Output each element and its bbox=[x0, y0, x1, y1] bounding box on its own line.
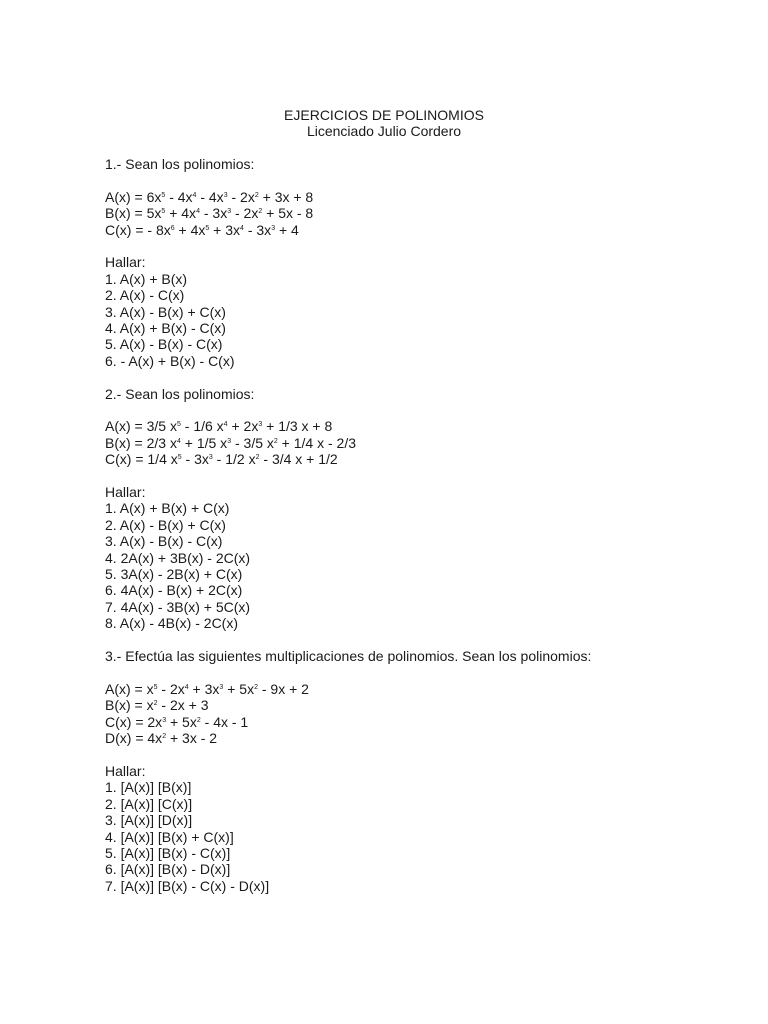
polynomial-definition: $A(x) = 6x^5 - 4x^4 - 4x^3 - 2x^2 + 3x + 8$ bbox=[105, 188, 314, 205]
task-item: 6. - A(x) + B(x) - C(x) bbox=[105, 352, 235, 369]
task-item: 5. [A(x)] [B(x) - C(x)] bbox=[105, 844, 231, 861]
task-item: 7. 4A(x) - 3B(x) + 5C(x) bbox=[105, 598, 251, 615]
task-item: 1. [A(x)] [B(x)] bbox=[105, 779, 192, 796]
polynomial-definition: $B(x) = x^2 - 2x + 3$ bbox=[105, 697, 209, 714]
task-item: 2. A(x) - B(x) + C(x) bbox=[105, 516, 226, 533]
exercise-intro: 2.- Sean los polinomios: bbox=[105, 385, 255, 402]
task-item: 5. A(x) - B(x) - C(x) bbox=[105, 336, 223, 353]
task-item: 8. A(x) - 4B(x) - 2C(x) bbox=[105, 615, 239, 632]
task-item: 2. [A(x)] [C(x)] bbox=[105, 795, 193, 812]
polynomial-definition: A(x) = 3/5 $x^5 - 1/6$ $x^4 + 2x^3 + 1/3$ x + 8 bbox=[105, 418, 333, 435]
document-author: Licenciado Julio Cordero bbox=[306, 123, 462, 140]
polynomial-definition: $C(x) = 2x^3 + 5x^2 - 4x - 1$ bbox=[105, 713, 249, 730]
task-item: 4. 2A(x) + 3B(x) - 2C(x) bbox=[105, 549, 251, 566]
polynomial-definition: C(x) = - $8x^6 + 4x^5 + 3x^4 - 3x^3 + 4$ bbox=[105, 221, 299, 238]
task-item: 1. A(x) + B(x) bbox=[105, 270, 188, 287]
polynomial-definition: $D(x) = 4x^2 + 3x - 2$ bbox=[105, 730, 218, 747]
task-item: 3. A(x) - B(x) + C(x) bbox=[105, 303, 226, 320]
task-item: 7. [A(x)] [B(x) - C(x) - D(x)] bbox=[105, 877, 270, 894]
task-item: 4. [A(x)] [B(x) + C(x)] bbox=[105, 828, 234, 845]
tasks-label: Hallar: bbox=[105, 254, 146, 271]
tasks-label: Hallar: bbox=[105, 762, 146, 779]
document-header bbox=[0, 107, 768, 140]
task-item: 3. [A(x)] [D(x)] bbox=[105, 812, 193, 829]
exercise-list bbox=[105, 156, 725, 894]
task-item: 6. [A(x)] [B(x) - D(x)] bbox=[105, 861, 231, 878]
polynomial-definition: $B(x) = 5x^5 + 4x^4 - 3x^3 - 2x^2 + 5x - 8$ bbox=[105, 205, 314, 222]
task-item: 4. A(x) + B(x) - C(x) bbox=[105, 320, 226, 337]
exercise-intro: 1.- Sean los polinomios: bbox=[105, 156, 255, 172]
polynomial-definition: $A(x) = x^5 - 2x^4 + 3x^3 + 5x^2 - 9x + 2$ bbox=[105, 680, 309, 697]
task-item: 6. 4A(x) - B(x) + 2C(x) bbox=[105, 582, 243, 599]
polynomial-definition: C(x) = 1/4 $x^5 - 3x^3 - 1/2$ $x^2 - 3/4$ x + 1/2 bbox=[105, 451, 338, 468]
task-item: 1. A(x) + B(x) + C(x) bbox=[105, 500, 230, 517]
task-item: 2. A(x) - C(x) bbox=[105, 287, 185, 304]
tasks-label: Hallar: bbox=[105, 484, 146, 501]
task-item: 3. A(x) - B(x) - C(x) bbox=[105, 533, 223, 550]
document-title: EJERCICIOS DE POLINOMIOS bbox=[284, 107, 484, 123]
task-item: 5. 3A(x) - 2B(x) + C(x) bbox=[105, 566, 243, 583]
exercise-intro: 3.- Efectúa las siguientes multiplicaciones de polinomios. Sean los polinomios: bbox=[105, 648, 592, 665]
polynomial-definition: B(x) = 2/3 $x^4 + 1/5$ $x^3 - 3/5$ $x^2 + 1/4$ x - 2/3 bbox=[105, 434, 357, 451]
